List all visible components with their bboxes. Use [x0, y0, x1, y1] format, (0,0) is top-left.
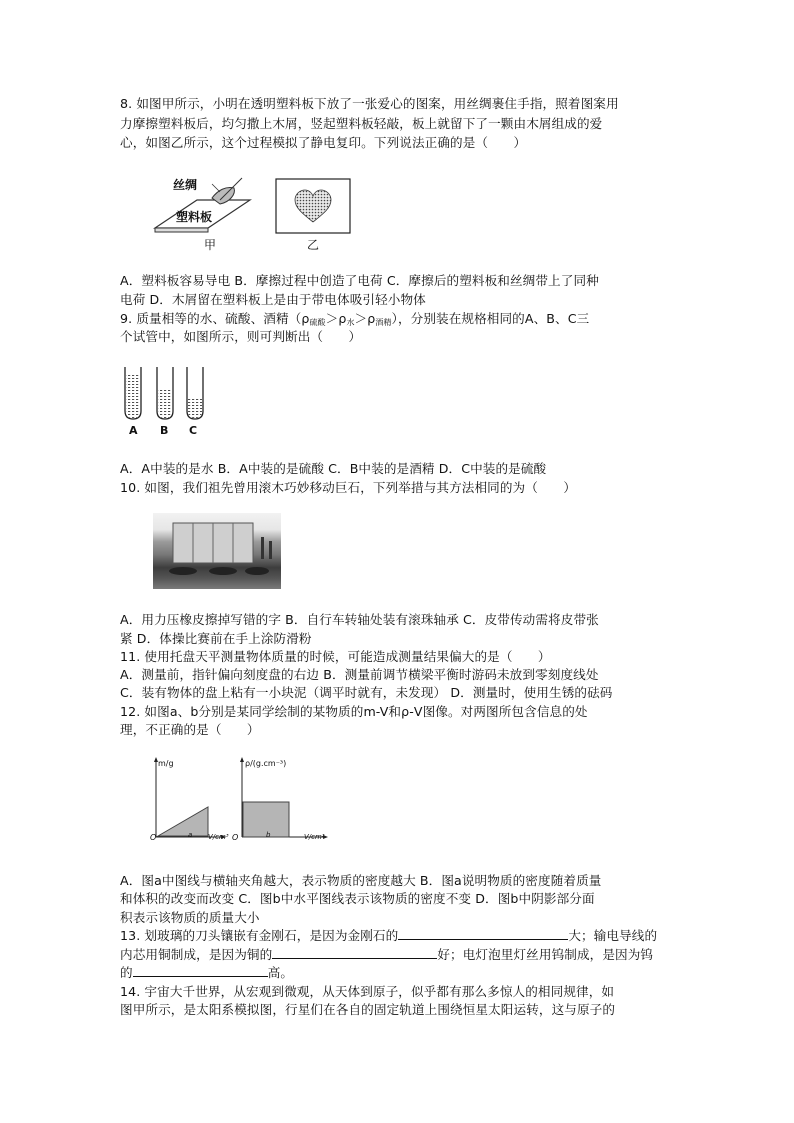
q10-options-line2: 紧 D．体操比赛前在手上涂防滑粉 — [120, 631, 312, 646]
tube-label-c: C — [189, 424, 198, 437]
q13-blank-1[interactable] — [398, 926, 568, 940]
q13-line2: 内芯用铜制成，是因为铜的 好；电灯泡里灯丝用钨制成，是因为钨 — [120, 947, 654, 962]
q8-options-line2: 电荷 D．木屑留在塑料板上是由于带电体吸引轻小物体 — [120, 292, 426, 307]
q12-stem-line1: 12. 如图a、b分别是某同学绘制的某物质的m-V和ρ-V图像。对两图所包含信息的处 — [120, 704, 588, 719]
q14-line1: 14. 宇宙大千世界，从宏观到微观，从天体到原子，似乎都有那么多惊人的相同规律，如 — [120, 984, 615, 999]
graph-b-mark: b — [266, 831, 271, 839]
graph-a-origin: O — [150, 833, 157, 842]
q8-stem-line1: 8. 如图甲所示，小明在透明塑料板下放了一张爱心的图案，用丝绸裹住手指，照着图案用 — [120, 96, 619, 111]
q12-graph-b — [236, 755, 331, 845]
rolling-stone-photo — [153, 513, 281, 589]
q9-stem-line2: 个试管中，如图所示，则可判断出（ ） — [120, 329, 362, 344]
fig-b-caption: 乙 — [307, 238, 320, 252]
q9-stem-line1: 9. 质量相等的水、硫酸、酒精$(\rho_{硫酸}>\rho_水>\rho_{酒精})$，分别装在规格相同的A、B、C三 — [120, 311, 590, 327]
q12-options-line2: 和体积的改变而改变 C．图b中水平图线表示该物质的密度不变 D．图b中阴影部分面 — [120, 891, 595, 906]
q13-blank-2[interactable] — [272, 945, 437, 959]
silk-label: 丝绸 — [173, 178, 198, 192]
q10-options-line1: A．用力压橡皮擦掉写错的字 B．自行车转轴处装有滚珠轴承 C．皮带传动需将皮带张 — [120, 612, 599, 627]
tube-label-a: A — [129, 424, 138, 437]
tube-label-b: B — [160, 424, 169, 437]
plate-label: 塑料板 — [176, 210, 213, 224]
q11-options-line1: A．测量前，指针偏向刻度盘的右边 B．测量前调节横梁平衡时游码未放到零刻度线处 — [120, 667, 599, 682]
graph-b-xlabel: V/cm³ — [304, 833, 325, 841]
q8-stem-line2: 力摩擦塑料板后，均匀撒上木屑，竖起塑料板轻敲，板上就留下了一颗由木屑组成的爱 — [120, 116, 603, 131]
q9-options: A．A中装的是水 B．A中装的是硫酸 C．B中装的是酒精 D．C中装的是硫酸 — [120, 461, 547, 476]
q11-stem: 11. 使用托盘天平测量物体质量的时候，可能造成测量结果偏大的是（ ） — [120, 649, 551, 664]
q12-options-line3: 积表示该物质的质量大小 — [120, 910, 260, 925]
q8-options-line1: A．塑料板容易导电 B．摩擦过程中创造了电荷 C．摩擦后的塑料板和丝绸带上了同种 — [120, 273, 599, 288]
fig-a-caption: 甲 — [204, 238, 217, 252]
q8-stem-line3: 心，如图乙所示，这个过程模拟了静电复印。下列说法正确的是（ ） — [120, 135, 527, 150]
graph-b-origin: O — [232, 833, 239, 842]
q12-options-line1: A．图a中图线与横轴夹角越大，表示物质的密度越大 B．图a说明物质的密度随着质量 — [120, 873, 602, 888]
graph-a-xlabel: V/cm³ — [208, 833, 229, 841]
q11-options-line2: C．装有物体的盘上粘有一小块泥（调平时就有，未发现） D．测量时，使用生锈的砝码 — [120, 685, 613, 700]
q14-line2: 图甲所示，是太阳系模拟图，行星们在各自的固定轨道上围绕恒星太阳运转，这与原子的 — [120, 1002, 616, 1017]
q13-line1: 13. 划玻璃的刀头镶嵌有金刚石，是因为金刚石的 大；输电导线的 — [120, 928, 658, 943]
graph-b-ylabel: ρ/(g.cm⁻³) — [245, 759, 287, 768]
q13-blank-3[interactable] — [133, 963, 268, 977]
q8-figure-a — [150, 170, 260, 240]
q13-line3: 的 高。 — [120, 965, 294, 980]
q8-figure-b — [275, 178, 351, 234]
q10-stem: 10. 如图，我们祖先曾用滚木巧妙移动巨石，下列举措与其方法相同的为（ ） — [120, 480, 577, 495]
q12-stem-line2: 理，不正确的是（ ） — [120, 722, 260, 737]
q9-test-tubes — [120, 365, 210, 423]
graph-a-ylabel: m/g — [158, 759, 174, 768]
graph-a-mark: a — [188, 831, 193, 839]
